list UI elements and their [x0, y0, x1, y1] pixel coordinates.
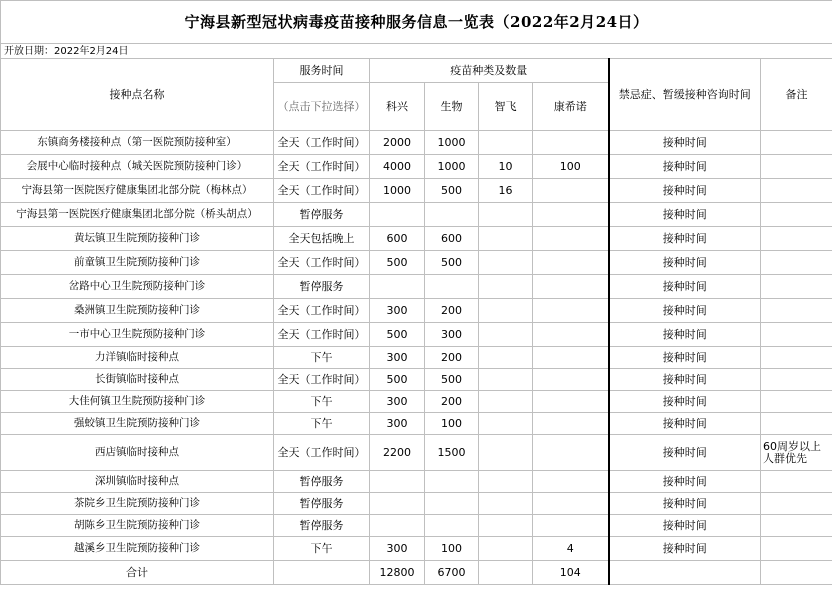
zhifei-cell[interactable] [479, 299, 533, 323]
kexing-cell[interactable]: 2200 [370, 435, 425, 471]
zhifei-cell[interactable] [479, 131, 533, 155]
site-name-cell[interactable]: 力洋镇临时接种点 [1, 347, 274, 369]
kexing-cell[interactable] [370, 493, 425, 515]
header-site: 接种点名称 [1, 59, 274, 131]
shengwu-cell[interactable]: 200 [425, 299, 479, 323]
service-time-cell[interactable]: 下午 [274, 391, 370, 413]
shengwu-cell[interactable]: 500 [425, 251, 479, 275]
header-kangxinuo: 康希诺 [533, 83, 609, 131]
site-name-cell[interactable]: 黄坛镇卫生院预防接种门诊 [1, 227, 274, 251]
kangxinuo-cell[interactable] [533, 369, 609, 391]
shengwu-cell[interactable]: 100 [425, 413, 479, 435]
header-consult-time: 禁忌症、暂缓接种咨询时间 [609, 59, 761, 131]
shengwu-cell[interactable] [425, 493, 479, 515]
site-name-cell[interactable]: 茶院乡卫生院预防接种门诊 [1, 493, 274, 515]
kexing-cell[interactable] [370, 275, 425, 299]
kexing-cell[interactable] [370, 471, 425, 493]
shengwu-cell[interactable] [425, 515, 479, 537]
total-kexing-cell[interactable]: 12800 [370, 561, 425, 585]
total-consult-cell[interactable] [609, 561, 761, 585]
zhifei-cell[interactable] [479, 369, 533, 391]
note-cell[interactable] [761, 347, 832, 369]
site-name-cell[interactable]: 强蛟镇卫生院预防接种门诊 [1, 413, 274, 435]
total-service-time-cell[interactable] [274, 561, 370, 585]
kexing-cell[interactable]: 300 [370, 391, 425, 413]
table-row [1, 471, 832, 493]
zhifei-cell[interactable]: 10 [479, 155, 533, 179]
shengwu-cell[interactable] [425, 471, 479, 493]
consult-time-cell[interactable]: 接种时间 [609, 227, 761, 251]
table-row [1, 203, 832, 227]
service-time-cell[interactable]: 全天（工作时间） [274, 179, 370, 203]
consult-time-cell[interactable]: 接种时间 [609, 493, 761, 515]
note-cell[interactable]: 60周岁以上人群优先 [761, 435, 832, 471]
table-row [1, 537, 832, 561]
zhifei-cell[interactable] [479, 391, 533, 413]
kexing-cell[interactable] [370, 203, 425, 227]
total-shengwu-cell[interactable]: 6700 [425, 561, 479, 585]
kangxinuo-cell[interactable] [533, 347, 609, 369]
kangxinuo-cell[interactable] [533, 203, 609, 227]
zhifei-cell[interactable] [479, 323, 533, 347]
kexing-cell[interactable]: 600 [370, 227, 425, 251]
site-name-cell[interactable]: 深圳镇临时接种点 [1, 471, 274, 493]
consult-time-cell[interactable]: 接种时间 [609, 537, 761, 561]
zhifei-cell[interactable] [479, 251, 533, 275]
kexing-cell[interactable]: 2000 [370, 131, 425, 155]
service-time-cell[interactable]: 全天（工作时间） [274, 369, 370, 391]
shengwu-cell[interactable]: 1500 [425, 435, 479, 471]
total-kangxinuo-cell[interactable]: 104 [533, 561, 609, 585]
table-row [1, 413, 832, 435]
service-time-cell[interactable]: 全天（工作时间） [274, 299, 370, 323]
table-row [1, 347, 832, 369]
site-name-cell[interactable]: 会展中心临时接种点（城关医院预防接种门诊） [1, 155, 274, 179]
service-time-cell[interactable]: 全天（工作时间） [274, 251, 370, 275]
zhifei-cell[interactable] [479, 435, 533, 471]
site-name-cell[interactable]: 宁海县第一医院医疗健康集团北部分院（桥头胡点） [1, 203, 274, 227]
open-date: 开放日期：2022年2月24日 [1, 44, 832, 59]
kangxinuo-cell[interactable] [533, 275, 609, 299]
table-row [1, 369, 832, 391]
kangxinuo-cell[interactable] [533, 471, 609, 493]
kexing-cell[interactable]: 300 [370, 347, 425, 369]
service-time-cell[interactable]: 下午 [274, 537, 370, 561]
table-row [1, 435, 832, 471]
service-time-cell[interactable]: 全天（工作时间） [274, 155, 370, 179]
zhifei-cell[interactable] [479, 203, 533, 227]
note-cell[interactable] [761, 369, 832, 391]
kexing-cell[interactable]: 500 [370, 369, 425, 391]
table-row [1, 515, 832, 537]
site-name-cell[interactable]: 东镇商务楼接种点（第一医院预防接种室） [1, 131, 274, 155]
shengwu-cell[interactable]: 1000 [425, 155, 479, 179]
note-cell[interactable] [761, 251, 832, 275]
consult-time-cell[interactable]: 接种时间 [609, 471, 761, 493]
service-time-cell[interactable]: 暂停服务 [274, 471, 370, 493]
consult-time-cell[interactable]: 接种时间 [609, 413, 761, 435]
service-time-cell[interactable]: 下午 [274, 347, 370, 369]
kangxinuo-cell[interactable] [533, 391, 609, 413]
total-label-cell[interactable]: 合计 [1, 561, 274, 585]
note-cell[interactable] [761, 471, 832, 493]
kexing-cell[interactable]: 300 [370, 413, 425, 435]
site-name-cell[interactable]: 前童镇卫生院预防接种门诊 [1, 251, 274, 275]
consult-time-cell[interactable]: 接种时间 [609, 347, 761, 369]
note-cell[interactable] [761, 299, 832, 323]
kexing-cell[interactable]: 300 [370, 299, 425, 323]
header-zhifei: 智飞 [479, 83, 533, 131]
kexing-cell[interactable] [370, 515, 425, 537]
table-row [1, 275, 832, 299]
site-name-cell[interactable]: 西店镇临时接种点 [1, 435, 274, 471]
site-name-cell[interactable]: 岔路中心卫生院预防接种门诊 [1, 275, 274, 299]
table-row [1, 391, 832, 413]
kexing-cell[interactable]: 1000 [370, 179, 425, 203]
table-row [1, 179, 832, 203]
total-zhifei-cell[interactable] [479, 561, 533, 585]
service-time-cell[interactable]: 全天（工作时间） [274, 323, 370, 347]
consult-time-cell[interactable]: 接种时间 [609, 299, 761, 323]
note-cell[interactable] [761, 493, 832, 515]
kangxinuo-cell[interactable] [533, 131, 609, 155]
shengwu-cell[interactable]: 200 [425, 391, 479, 413]
table-row [1, 493, 832, 515]
consult-time-cell[interactable]: 接种时间 [609, 203, 761, 227]
service-time-cell[interactable]: 下午 [274, 413, 370, 435]
header-service-time: 服务时间 [274, 59, 370, 83]
table-row [1, 227, 832, 251]
kangxinuo-cell[interactable] [533, 251, 609, 275]
note-cell[interactable] [761, 155, 832, 179]
service-time-cell[interactable]: 暂停服务 [274, 275, 370, 299]
consult-time-cell[interactable]: 接种时间 [609, 369, 761, 391]
kexing-cell[interactable]: 300 [370, 537, 425, 561]
consult-time-cell[interactable]: 接种时间 [609, 515, 761, 537]
header-shengwu: 生物 [425, 83, 479, 131]
consult-time-cell[interactable]: 接种时间 [609, 391, 761, 413]
zhifei-cell[interactable] [479, 493, 533, 515]
kexing-cell[interactable]: 500 [370, 251, 425, 275]
kangxinuo-cell[interactable]: 4 [533, 537, 609, 561]
zhifei-cell[interactable] [479, 413, 533, 435]
consult-time-cell[interactable]: 接种时间 [609, 435, 761, 471]
table-row [1, 299, 832, 323]
site-name-cell[interactable]: 胡陈乡卫生院预防接种门诊 [1, 515, 274, 537]
header-kexing: 科兴 [370, 83, 425, 131]
header-service-hint: （点击下拉选择） [274, 83, 370, 131]
shengwu-cell[interactable]: 500 [425, 179, 479, 203]
service-time-cell[interactable]: 暂停服务 [274, 515, 370, 537]
header-note: 备注 [761, 59, 832, 131]
table-title: 宁海县新型冠状病毒疫苗接种服务信息一览表（2022年2月24日） [1, 1, 832, 44]
kangxinuo-cell[interactable] [533, 413, 609, 435]
total-note-cell[interactable] [761, 561, 832, 585]
zhifei-cell[interactable] [479, 471, 533, 493]
header-vaccine-group: 疫苗种类及数量 [370, 59, 609, 83]
shengwu-cell[interactable]: 300 [425, 323, 479, 347]
kangxinuo-cell[interactable] [533, 179, 609, 203]
site-name-cell[interactable]: 桑洲镇卫生院预防接种门诊 [1, 299, 274, 323]
note-cell[interactable] [761, 203, 832, 227]
consult-time-cell[interactable]: 接种时间 [609, 251, 761, 275]
table-row [1, 155, 832, 179]
note-cell[interactable] [761, 179, 832, 203]
zhifei-cell[interactable] [479, 275, 533, 299]
note-cell[interactable] [761, 227, 832, 251]
consult-time-cell[interactable]: 接种时间 [609, 179, 761, 203]
service-time-cell[interactable]: 暂停服务 [274, 493, 370, 515]
service-time-cell[interactable]: 暂停服务 [274, 203, 370, 227]
table-row [1, 131, 832, 155]
kangxinuo-cell[interactable] [533, 435, 609, 471]
service-time-cell[interactable]: 全天（工作时间） [274, 131, 370, 155]
zhifei-cell[interactable] [479, 515, 533, 537]
kexing-cell[interactable]: 500 [370, 323, 425, 347]
note-cell[interactable] [761, 537, 832, 561]
shengwu-cell[interactable]: 100 [425, 537, 479, 561]
kangxinuo-cell[interactable]: 100 [533, 155, 609, 179]
shengwu-cell[interactable] [425, 275, 479, 299]
table-row [1, 251, 832, 275]
note-cell[interactable] [761, 413, 832, 435]
table-row [1, 323, 832, 347]
service-time-cell[interactable]: 全天（工作时间） [274, 435, 370, 471]
zhifei-cell[interactable]: 16 [479, 179, 533, 203]
kangxinuo-cell[interactable] [533, 515, 609, 537]
zhifei-cell[interactable] [479, 537, 533, 561]
site-name-cell[interactable]: 宁海县第一医院医疗健康集团北部分院（梅林点） [1, 179, 274, 203]
consult-time-cell[interactable]: 接种时间 [609, 323, 761, 347]
shengwu-cell[interactable] [425, 203, 479, 227]
kangxinuo-cell[interactable] [533, 323, 609, 347]
total-row [1, 561, 832, 585]
site-name-cell[interactable]: 大佳何镇卫生院预防接种门诊 [1, 391, 274, 413]
note-cell[interactable] [761, 515, 832, 537]
shengwu-cell[interactable]: 600 [425, 227, 479, 251]
consult-time-cell[interactable]: 接种时间 [609, 155, 761, 179]
zhifei-cell[interactable] [479, 347, 533, 369]
shengwu-cell[interactable]: 1000 [425, 131, 479, 155]
zhifei-cell[interactable] [479, 227, 533, 251]
kangxinuo-cell[interactable] [533, 299, 609, 323]
service-time-cell[interactable]: 全天包括晚上 [274, 227, 370, 251]
note-cell[interactable] [761, 131, 832, 155]
consult-time-cell[interactable]: 接种时间 [609, 275, 761, 299]
site-name-cell[interactable]: 长街镇临时接种点 [1, 369, 274, 391]
kangxinuo-cell[interactable] [533, 227, 609, 251]
shengwu-cell[interactable]: 500 [425, 369, 479, 391]
note-cell[interactable] [761, 323, 832, 347]
kexing-cell[interactable]: 4000 [370, 155, 425, 179]
site-name-cell[interactable]: 一市中心卫生院预防接种门诊 [1, 323, 274, 347]
note-cell[interactable] [761, 275, 832, 299]
shengwu-cell[interactable]: 200 [425, 347, 479, 369]
site-name-cell[interactable]: 越溪乡卫生院预防接种门诊 [1, 537, 274, 561]
kangxinuo-cell[interactable] [533, 493, 609, 515]
note-cell[interactable] [761, 391, 832, 413]
consult-time-cell[interactable]: 接种时间 [609, 131, 761, 155]
